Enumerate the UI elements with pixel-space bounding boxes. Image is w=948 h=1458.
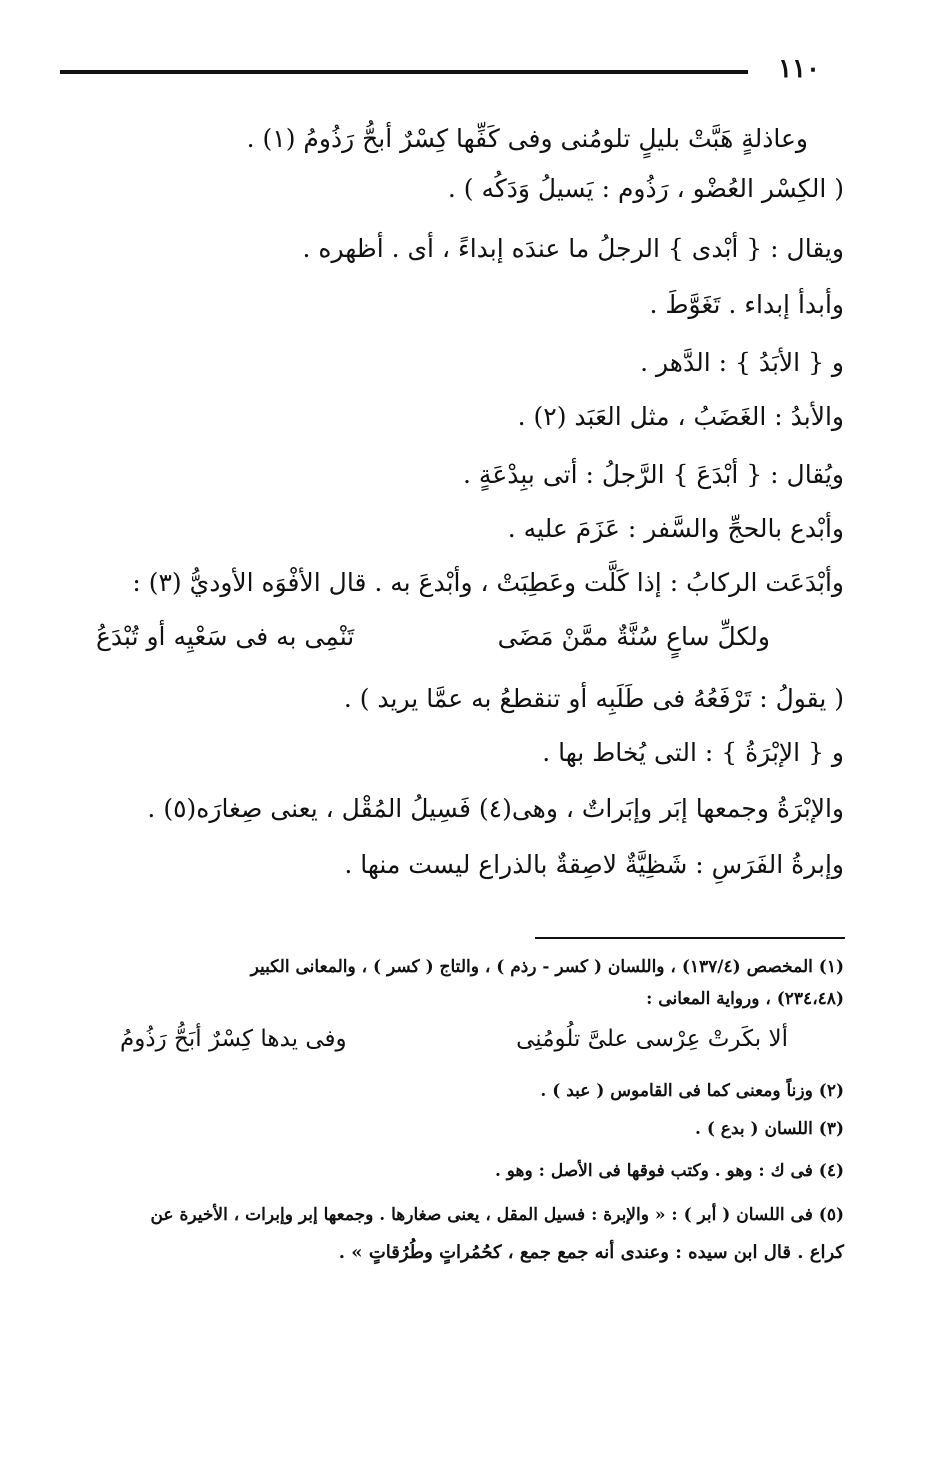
header-rule bbox=[60, 70, 748, 74]
text-line: ( يقولُ : تَرْفَعُهُ فى طَلَبِه أو تنقطعُ به عمَّا يريد ) . bbox=[343, 684, 844, 713]
footnote-separator bbox=[535, 937, 845, 939]
text-line: و { الأبَدُ } : الدَّهر . bbox=[640, 348, 844, 377]
text-line: وأبدأ إبداء . تَغَوَّطَ . bbox=[649, 290, 844, 319]
footnote-1-line-1: (١) المخصص (١٣٧/٤) ، واللسان ( كسر - رذم ) ، والتاج ( كسر ) ، والمعانى الكبير bbox=[250, 957, 844, 977]
text-line: ويُقال : { أبْدَعَ } الرَّجلُ : أتى ببِدْعَةٍ . bbox=[463, 460, 844, 489]
text-line: ( الكِسْر العُضْو ، رَذُوم : يَسيلُ وَدَكُه ) . bbox=[447, 174, 844, 203]
text-line: والأبدُ : الغَضَبُ ، مثل العَبَد (٢) . bbox=[517, 402, 844, 431]
text-line: و { الإبْرَةُ } : التى يُخاط بها . bbox=[542, 738, 844, 767]
verse-second-hemistich: تَنْمِى به فى سَعْيِه أو تُبْدَعُ bbox=[96, 622, 355, 651]
footnote-4: (٤) فى ك : وهو . وكتب فوقها فى الأصل : وهو . bbox=[494, 1161, 844, 1181]
footnote-5-line-1: (٥) فى اللسان ( أبر ) : « والإبرة : فسيل المقل ، يعنى صغارها . وجمعها إبر وإبرات ، الأخيرة عن bbox=[150, 1205, 844, 1225]
footnote-3: (٣) اللسان ( بدع ) . bbox=[695, 1119, 844, 1139]
page-header bbox=[60, 54, 820, 88]
text-line: وأبْدَعَت الركابُ : إذا كَلَّت وعَطِبَتْ ، وأبْدعَ به . قال الأفْوَه الأوديُّ (٣) : bbox=[132, 568, 844, 597]
text-line: وعاذلةٍ هَبَّتْ بليلٍ تلومُنى وفى كَفِّها كِسْرٌ أبحُّ رَذُومُ (١) . bbox=[246, 124, 808, 153]
text-line: والإبْرَةُ وجمعها إبَر وإبَراتٌ ، وهى(٤) فَسِيلُ المُقْل ، يعنى صِغارَه(٥) . bbox=[147, 794, 844, 823]
text-line: ويقال : { أبْدى } الرجلُ ما عندَه إبداءً ، أى . أظهره . bbox=[302, 234, 844, 263]
footnote-1-verse-second: وفى يدها كِسْرٌ أبَحُّ رَذُومُ bbox=[120, 1026, 347, 1052]
verse-first-hemistich: ولكلِّ ساعٍ سُنَّةٌ ممَّنْ مَضَى bbox=[497, 622, 770, 651]
footnote-1-verse-first: ألا بكَرتْ عِرْسى علىَّ تلُومُنِى bbox=[516, 1026, 788, 1052]
text-line: وإبرةُ الفَرَسِ : شَظِيَّةٌ لاصِقةٌ بالذراع ليست منها . bbox=[344, 850, 844, 879]
footnote-5-line-2: كراع . قال ابن سيده : وعندى أنه جمع جمع ، كحُمُراتٍ وطُرُقاتٍ » . bbox=[338, 1242, 844, 1263]
footnote-1-line-2: (٢٣٤،٤٨) ، ورواية المعانى : bbox=[646, 989, 844, 1009]
page-number: ١١٠ bbox=[778, 54, 820, 84]
footnote-2: (٢) وزناً ومعنى كما فى القاموس ( عبد ) . bbox=[540, 1081, 844, 1101]
text-line: وأبْدع بالحجِّ والسَّفر : عَزَمَ عليه . bbox=[507, 514, 844, 543]
